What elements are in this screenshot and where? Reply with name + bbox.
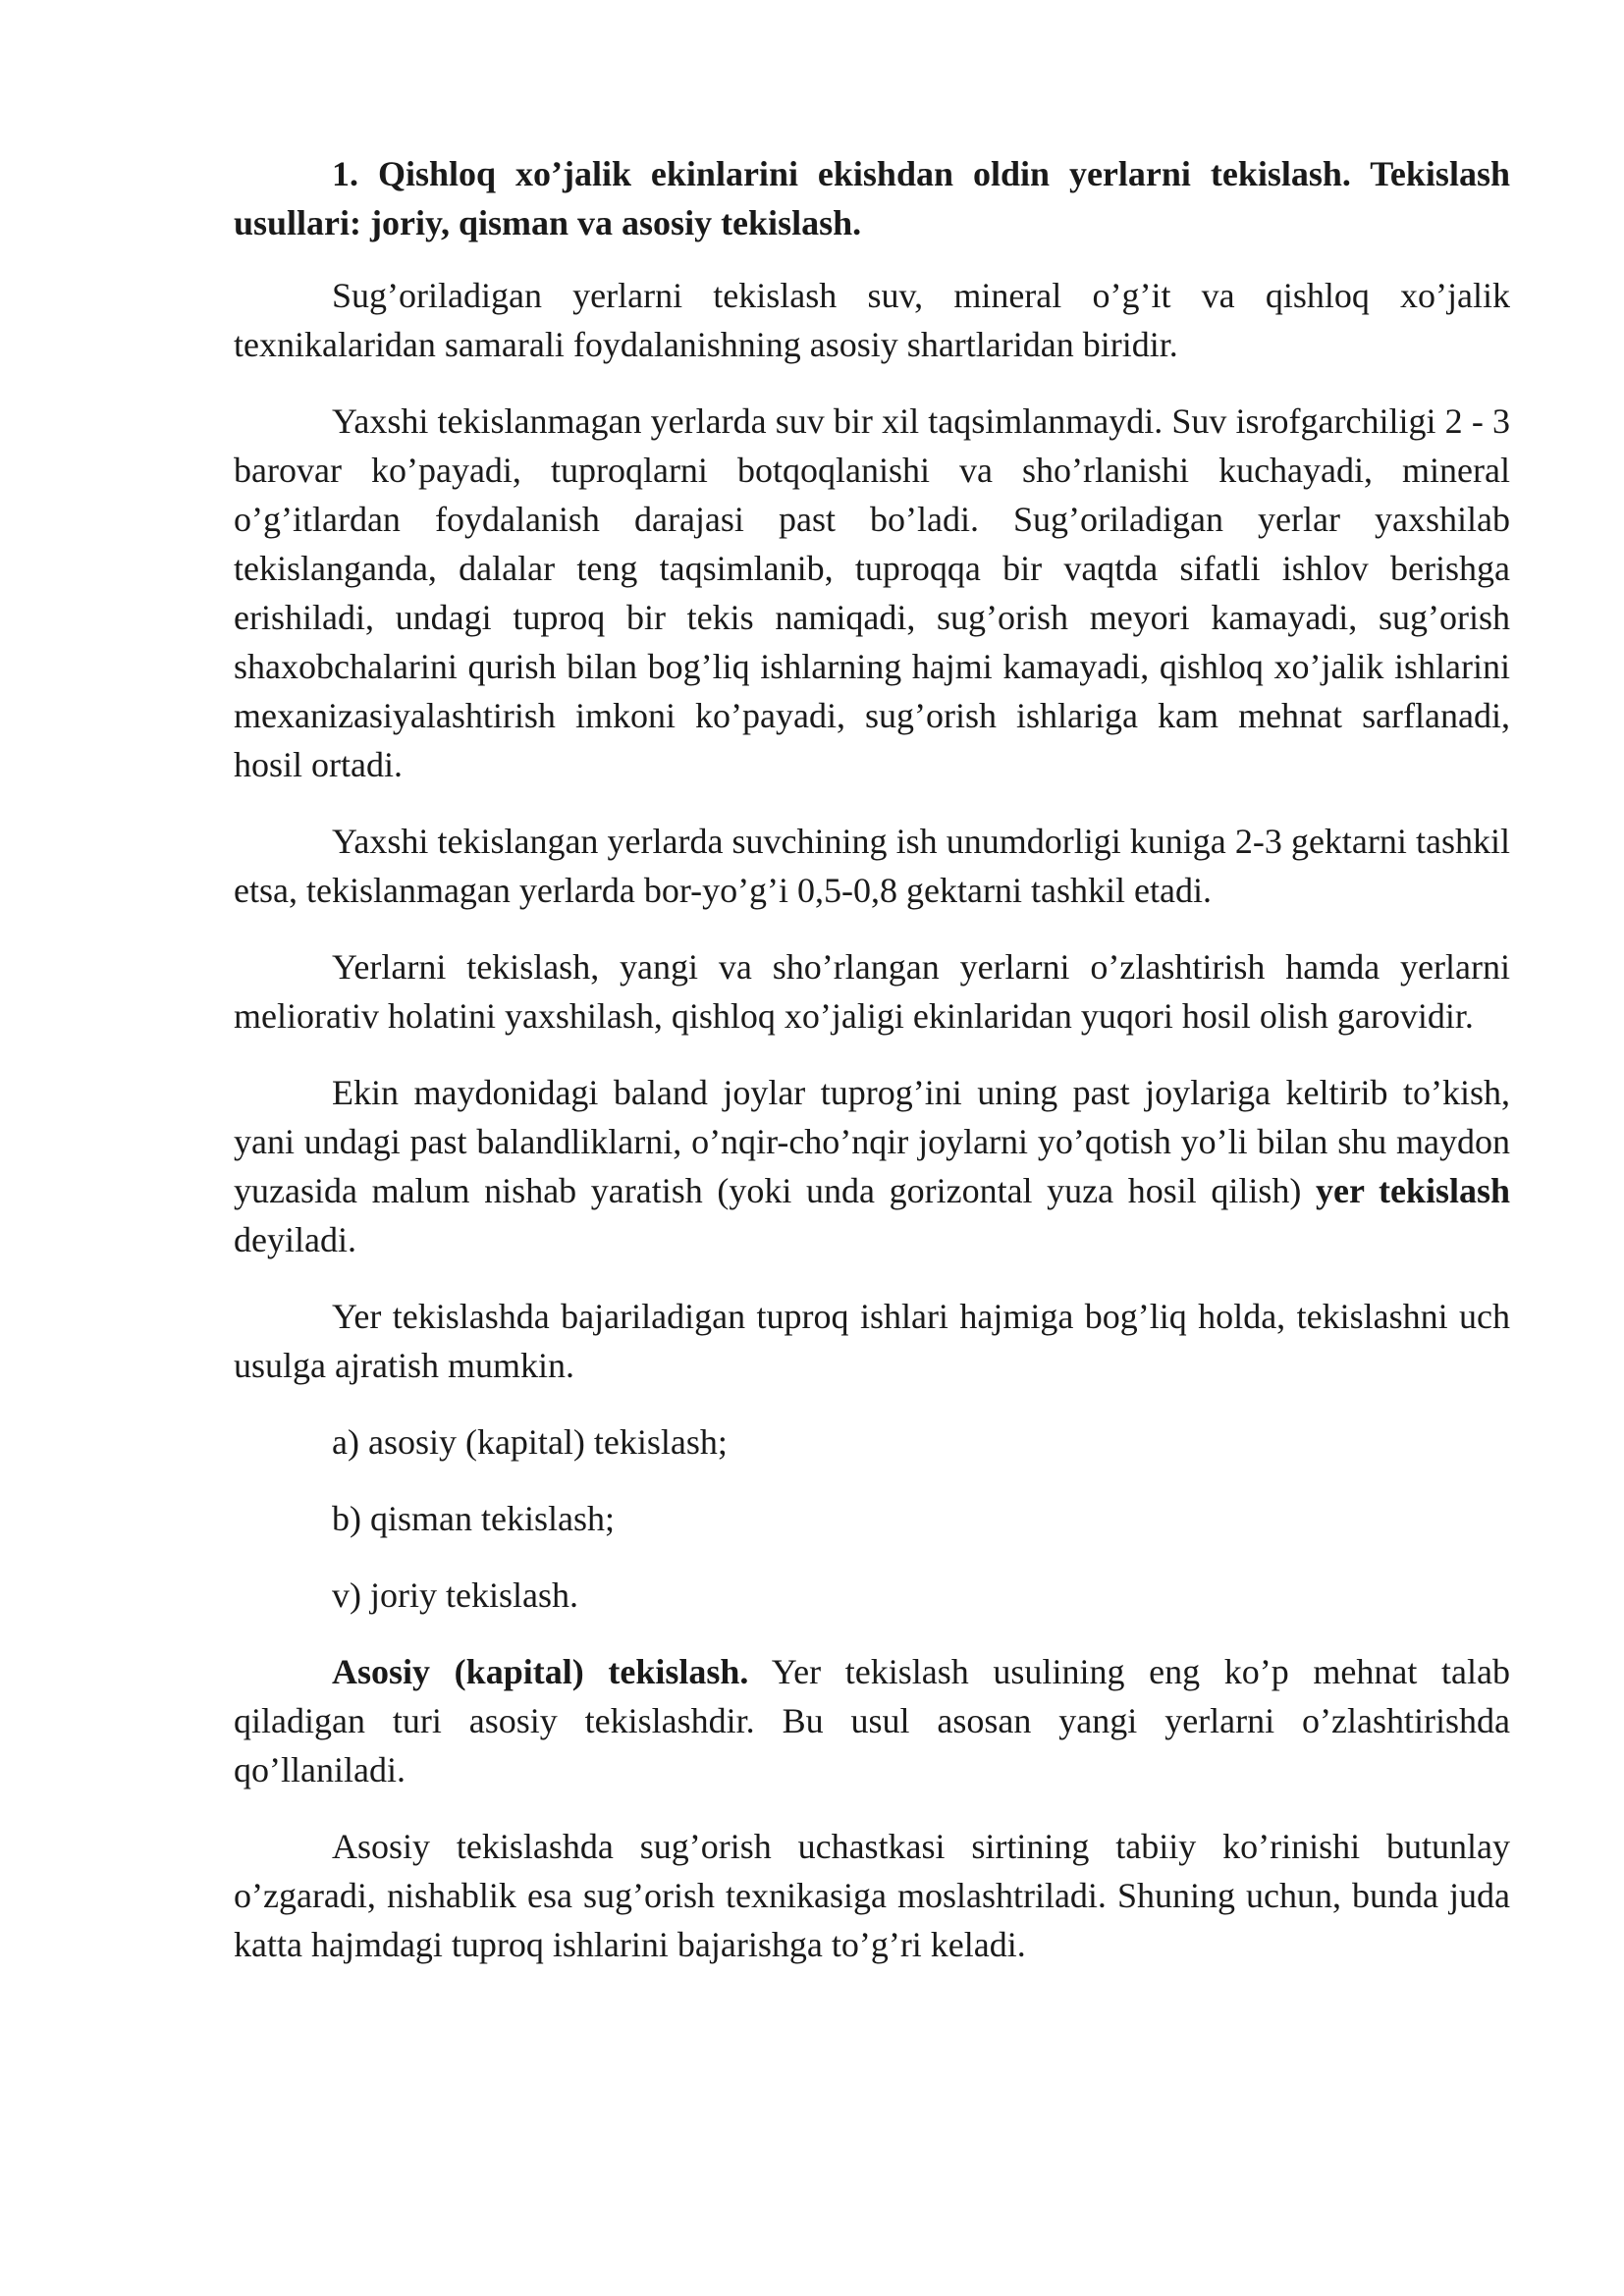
document-page: [234, 149, 1510, 1997]
list-item-b: b) qisman tekislash;: [332, 1499, 615, 1538]
subheading-asosiy-tekislash: Asosiy (kapital) tekislash.: [332, 1652, 749, 1691]
heading-line-1: 1. Qishloq xo’jalik ekinlarini ekishdan oldin yerlarni tekislash.: [332, 154, 1351, 193]
paragraph-5-end: deyiladi.: [234, 1220, 356, 1259]
paragraph-2: Yaxshi tekislanmagan yerlarda suv bir xil taqsimlanmaydi. Suv isrofgarchiligi 2 - 3 barovar ko’payadi, tuproqlarni botqoqlanishi va sho’rlanishi kuchayadi, mineral o’g’itlardan foydalanish darajasi past bo’ladi. Sug’oriladigan yerlar yaxshilab tekislanganda, dalalar teng taqsimlanib, tuproqqa bir vaqtda sifatli ishlov berishga erishiladi, undagi tuproq bir tekis namiqadi, sug’orish meyori kamayadi, sug’orish shaxobchalarini qurish bilan bog’liq ishlarning hajmi kamayadi, qishloq xo’jalik ishlarini mexanizasiyalashtirish imkoni ko’payadi, sug’orish ishlariga kam mehnat sarflanadi, hosil ortadi.: [234, 401, 1510, 784]
paragraph-3: Yaxshi tekislangan yerlarda suvchining ish unumdorligi kuniga 2-3 gektarni tashkil etsa, tekislanmagan yerlarda bor-yo’g’i 0,5-0,8 gektarni tashkil etadi.: [234, 822, 1510, 910]
paragraph-5: [234, 1068, 1510, 1264]
paragraph-7-text: Yer tekislash usulining eng ko’p mehnat talab qiladigan turi asosiy tekislashdir. Bu usul asosan yangi yerlarni o’zlashtirishda qo’llaniladi.: [234, 1652, 1510, 1789]
term-yer-tekislash: yer tekislash: [1316, 1171, 1510, 1210]
paragraph-4: Yerlarni tekislash, yangi va sho’rlangan yerlarni o’zlashtirish hamda yerlarni meliorativ holatini yaxshilash, qishloq xo’jaligi ekinlaridan yuqori hosil olish garovidir.: [234, 947, 1510, 1036]
list-item-a: a) asosiy (kapital) tekislash;: [332, 1422, 728, 1462]
paragraph-6: Yer tekislashda bajariladigan tuproq ishlari hajmiga bog’liq holda, tekislashni uch usulga ajratish mumkin.: [234, 1297, 1510, 1385]
heading-line-2: Tekislash usullari: joriy, qisman va asosiy tekislash.: [234, 154, 1510, 242]
paragraph-5-text: Ekin maydonidagi baland joylar tuprog’ini uning past joylariga keltirib to’kish, yani undagi past balandliklarni, o’nqir-cho’nqir joylarni yo’qotish yo’li bilan shu maydon yuzasida malum nishab yaratish (yoki unda gorizontal yuza hosil qilish): [234, 1073, 1510, 1210]
paragraph-7: [234, 1647, 1510, 1794]
section-heading: [234, 149, 1510, 247]
paragraph-1: Sug’oriladigan yerlarni tekislash suv, mineral o’g’it va qishloq xo’jalik texnikalaridan samarali foydalanishning asosiy shartlaridan biridir.: [234, 276, 1510, 364]
paragraph-8: Asosiy tekislashda sug’orish uchastkasi sirtining tabiiy ko’rinishi butunlay o’zgaradi, nishablik esa sug’orish texnikasiga moslashtriladi. Shuning uchun, bunda juda katta hajmdagi tuproq ishlarini bajarishga to’g’ri keladi.: [234, 1827, 1510, 1964]
list-item-v: v) joriy tekislash.: [332, 1575, 578, 1615]
